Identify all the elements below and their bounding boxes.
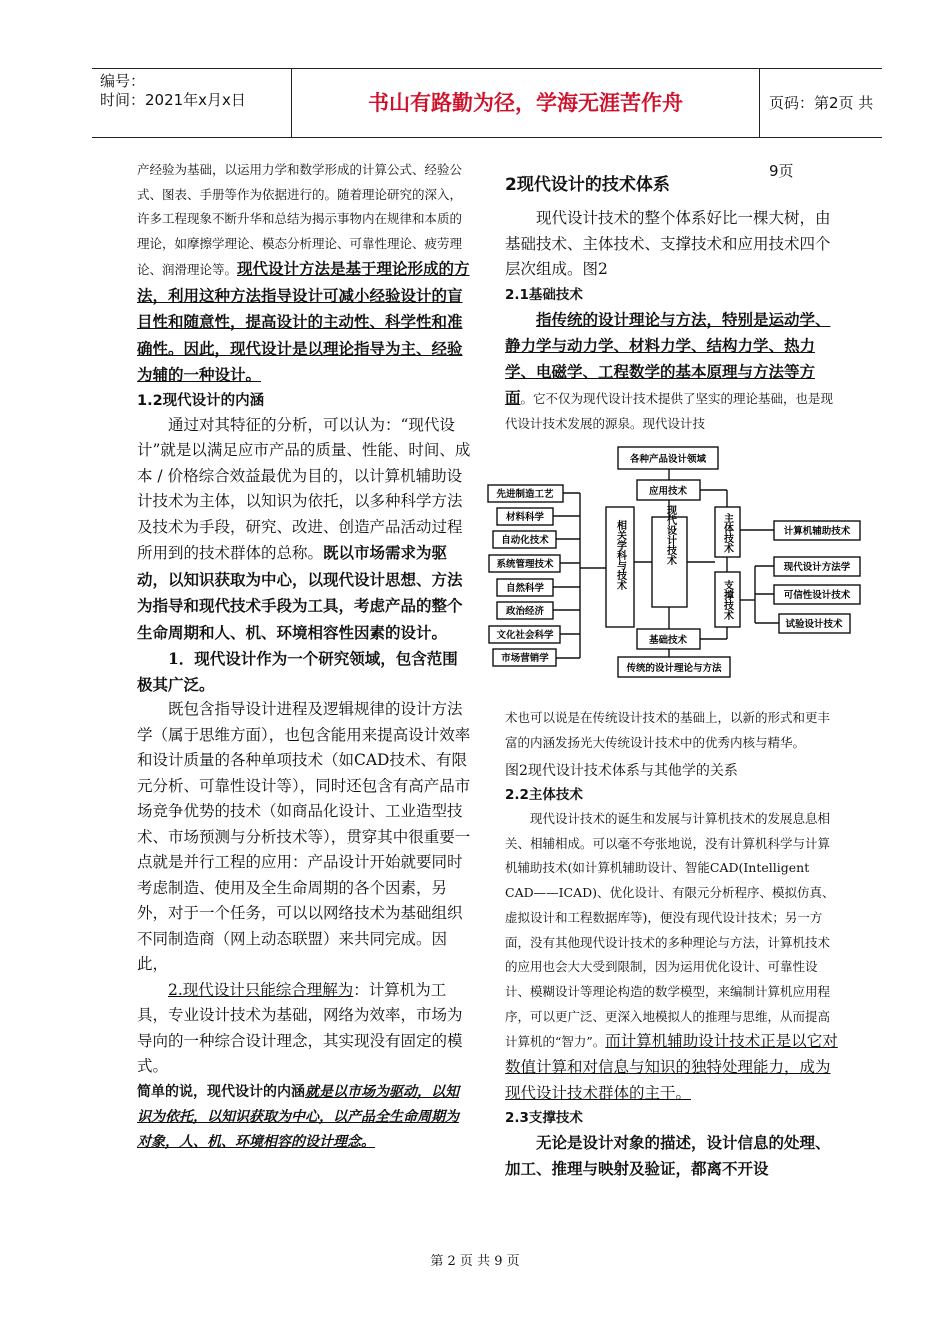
- left-p2-text: 通过对其特征的分析，可以认为：“现代设计”就是以满足应市产品的质量、性能、时间、成本 / 价格综合效益最优为目的，以计算机辅助设计技术为主体，以知识为依托，以多种科学方法及技术为手段，研究、改进、创造产品活动过程所用到的技术群体的总称。: [137, 415, 471, 562]
- right-p4-emphasis: 而计算机辅助设计技术正是以它对数值计算和对信息与知识的独特处理能力，成为现代设计技术群体的主干。: [505, 1032, 838, 1102]
- left-p5-text: ：计算机为工具，专业设计技术为基础，网络为效率，市场为导向的一种综合设计理念，其实现没有固定的模式。: [137, 980, 463, 1075]
- right-p4-text: 现代设计技术的诞生和发展与计算机技术的发展息息相关、相辅相成。可以毫不夸张地说，没有计算机科学与计算机辅助技术(如计算机辅助设计、智能CAD(Intelligent CAD——ICAD)、优化设计、有限元分析程序、模拟仿真、虚拟设计和工程数据库等)，便没有现代设计技术；另一方面，没有其他现代设计技术的多种理论与方法，计算机技术的应用也会大大受到限制，因为运用优化设计、可靠性设计、模糊设计等理论构造的数学模型，来编制计算机应用程序，可以更广泛、更深入地模拟人的推理与思维，从而提高计算机的“智力”。: [505, 811, 835, 1050]
- left-paragraph-5: [137, 978, 472, 1080]
- diagram-left-4: 自然科学: [505, 583, 545, 594]
- diagram-left-5: 政治经济: [505, 606, 545, 617]
- left-paragraph-4: 既包含指导设计进程及逻辑规律的设计方法学（属于思维方面），也包含能用来提高设计效率和设计质量的各种单项技术（如CAD技术、有限元分析、可靠性设计等），同时还包含有高产品市场竞争优势的技术（如商品化设计、工业造型技术、市场预测与分析技术等），贯穿其中很重要一点就是并行工程的应用：产品设计开始就要同时考虑制造、使用及全生命周期的各个因素，另外，对于一个任务，可以以网络技术为基础组织不同制造商（网上动态联盟）来共同完成。因此，: [137, 700, 471, 973]
- header-motto: 书山有路勤为径，学海无涯苦作舟: [292, 69, 760, 137]
- figure-caption: 图2现代设计技术体系与其他学的关系: [505, 763, 738, 779]
- page-label: 页码：第2页 共9页: [769, 94, 874, 180]
- header-meta: [92, 69, 292, 137]
- diagram-center: 现代设计技术: [664, 505, 676, 565]
- left-paragraph-1: [137, 158, 472, 389]
- right-paragraph-1: 现代设计技术的整个体系好比一棵大树，由基础技术、主体技术、支撑技术和应用技术四个层次组成。图2: [505, 209, 831, 278]
- right-p2-text: 。它不仅为现代设计技术提供了坚实的理论基础，也是现代设计技术发展的源泉。现代设计技: [505, 390, 834, 431]
- left-p6-emphasis: 就是以市场为驱动，以知识为依托，以知识获取为中心，以产品全生命周期为对象，人、机、环境相容的设计理念。: [137, 1083, 459, 1150]
- left-p1-emphasis: 现代设计方法是基于理论形成的方法，利用这种方法指导设计可减小经验设计的盲目性和随意性，提高设计的主动性、科学性和准确性。因此，现代设计是以理论指导为主、经验为辅的一种设计。: [137, 259, 470, 384]
- section-2-3-heading: 2.3支撑技术: [505, 1110, 583, 1127]
- right-paragraph-4: [505, 807, 840, 1106]
- right-column-top: [505, 170, 840, 437]
- diagram-bottom: 传统的设计理论与方法: [626, 663, 722, 674]
- diagram-basic: 基础技术: [648, 635, 688, 646]
- left-paragraph-3: 1．现代设计作为一个研究领域，包含范围极其广泛。: [137, 649, 458, 694]
- diagram-left-3: 系统管理技术: [496, 559, 554, 570]
- left-p6-text: 简单的说，现代设计的内涵: [137, 1083, 305, 1100]
- diagram-app: 应用技术: [648, 486, 688, 497]
- time-label: 时间：2021年x月x日: [100, 91, 246, 109]
- left-column: [137, 158, 472, 1155]
- section-2-2-heading: 2.2主体技术: [505, 787, 583, 803]
- diagram-right-3: 试验设计技术: [785, 619, 843, 630]
- page-header: [92, 68, 882, 180]
- right-paragraph-3: 术也可以说是在传统设计技术的基础上，以新的形式和更丰富的内涵发扬光大传统设计技术中的优秀内核与精华。: [505, 710, 831, 750]
- diagram-left-6: 文化社会科学: [496, 630, 554, 641]
- page-footer: 第 2 页 共 9 页: [430, 1254, 520, 1269]
- diagram-left-0: 先进制造工艺: [496, 489, 554, 500]
- diagram-top: 各种产品设计领域: [629, 454, 707, 465]
- section-2-heading: 2现代设计的技术体系: [505, 175, 670, 195]
- diagram-right-0: 计算机辅助技术: [783, 526, 851, 537]
- left-paragraph-6: [137, 1080, 472, 1155]
- diagram-related: 相关学科与技术: [614, 520, 626, 590]
- left-p2-emphasis: 既以市场需求为驱动，以知识获取为中心，以现代设计思想、方法为指导和现代技术手段为工具，考虑产品的整个生命周期和人、机、环境相容性因素的设计。: [137, 543, 463, 642]
- left-p5-underlined: 2.现代设计只能综合理解为: [168, 980, 354, 999]
- right-column-bottom: [505, 706, 840, 1181]
- right-p2-emphasis: 指传统的设计理论与方法，特别是运动学、静力学与动力学、材料力学、结构力学、热力学、电磁学、工程数学的基本原理与方法等方面: [505, 309, 831, 407]
- section-2-1-heading: 2.1基础技术: [505, 286, 583, 303]
- number-label: 编号：: [100, 72, 146, 90]
- diagram-left-2: 自动化技术: [501, 535, 549, 546]
- right-paragraph-2: [505, 307, 840, 437]
- left-p1-text: 产经验为基础，以运用力学和数学形成的计算公式、经验公式、图表、手册等作为依据进行的。随着理论研究的深入，许多工程现象不断升华和总结为揭示事物内在规律和本质的理论，如摩擦学理论、模态分析理论、可靠性理论、疲劳理论、润滑理论等。: [137, 162, 463, 277]
- diagram-main: 主体技术: [721, 513, 733, 553]
- technology-system-diagram: [485, 440, 870, 685]
- section-1-2-heading: 1.2现代设计的内涵: [137, 392, 265, 409]
- diagram-right-2: 可信性设计技术: [783, 590, 851, 601]
- diagram-left-1: 材料科学: [505, 512, 545, 523]
- diagram-right-1: 现代设计方法学: [783, 562, 851, 573]
- diagram-support: 支撑技术: [721, 580, 733, 620]
- left-paragraph-2: [137, 413, 472, 647]
- right-paragraph-5: 无论是设计对象的描述，设计信息的处理、加工、推理与映射及验证，都离不开设: [505, 1133, 831, 1178]
- diagram-left-7: 市场营销学: [501, 653, 549, 664]
